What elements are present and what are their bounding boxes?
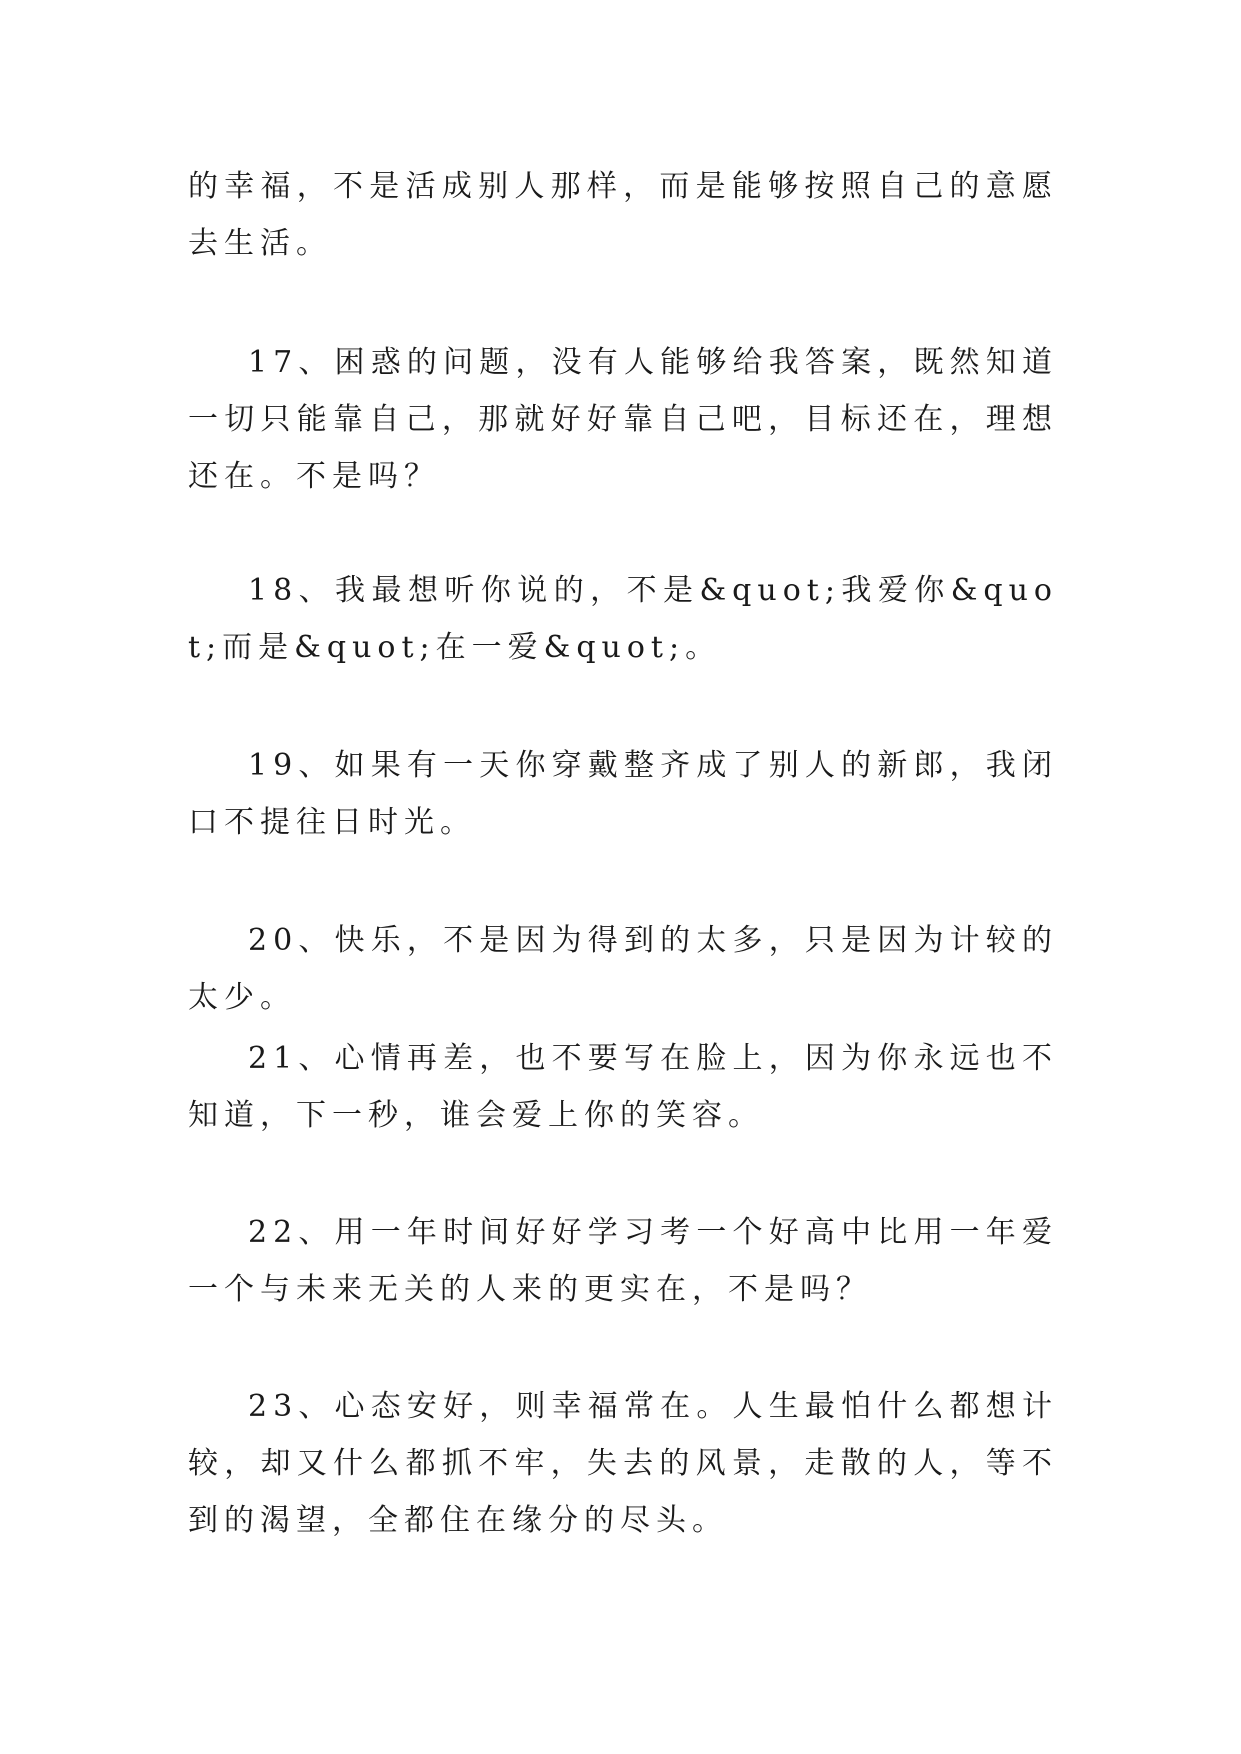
paragraph-20: 20、快乐，不是因为得到的太多，只是因为计较的太少。 [188,923,1058,1015]
paragraph-23: 23、心态安好，则幸福常在。人生最怕什么都想计较，却又什么都抓不牢，失去的风景，走散的人，等不到的渴望，全都住在缘分的尽头。 [188,1389,1058,1538]
paragraph-17: 17、困惑的问题，没有人能够给我答案，既然知道一切只能靠自己，那就好好靠自己吧，目标还在，理想还在。不是吗？ [188,345,1058,494]
paragraph-19: 19、如果有一天你穿戴整齐成了别人的新郎，我闭口不提往日时光。 [188,748,1058,840]
document-page [188,0,1058,1754]
paragraph-18: 18、我最想听你说的，不是&quot;我爱你&quot;而是&quot;在一爱&quot;。 [188,573,1058,665]
paragraph-21: 21、心情再差，也不要写在脸上，因为你永远也不知道，下一秒，谁会爱上你的笑容。 [188,1041,1058,1133]
paragraph-continuation: 的幸福，不是活成别人那样，而是能够按照自己的意愿去生活。 [188,169,1058,261]
paragraph-22: 22、用一年时间好好学习考一个好高中比用一年爱一个与未来无关的人来的更实在，不是吗？ [188,1215,1058,1307]
